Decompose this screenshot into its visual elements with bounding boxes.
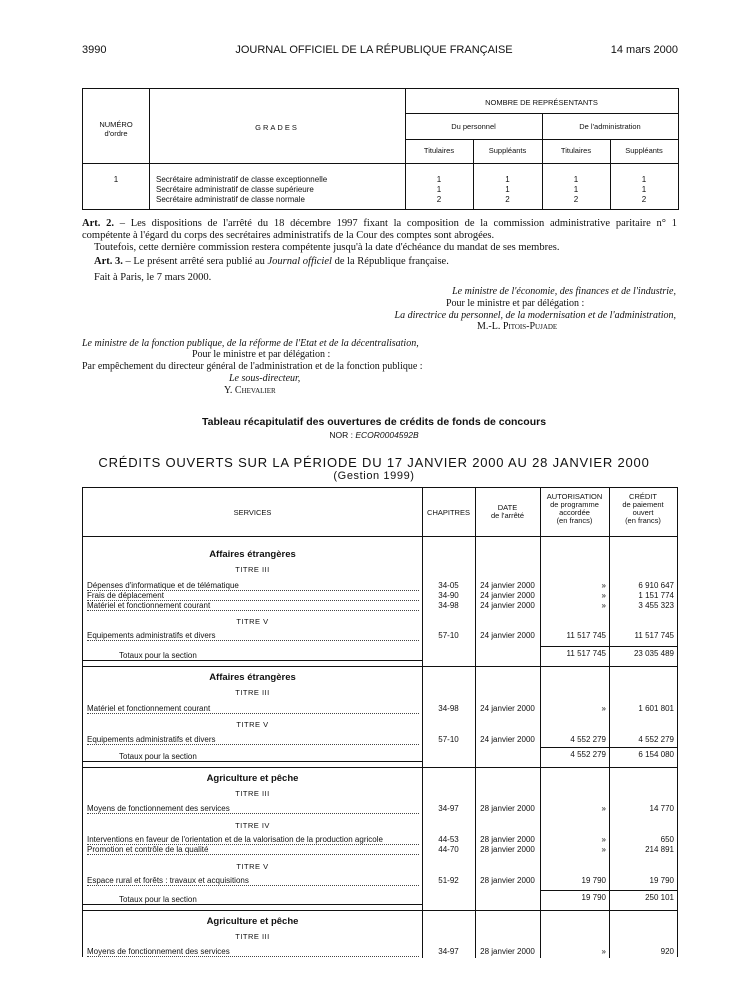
date-arrete: 24 janvier 2000 (480, 631, 535, 640)
count-a-tit: 2 (573, 195, 579, 204)
count-p-tit: 1 (436, 175, 442, 184)
credit: 1 151 774 (638, 591, 674, 600)
count-p-sup: 1 (505, 185, 510, 194)
total-label: Totaux pour la section (119, 651, 197, 660)
section-title: Agriculture et pêche (206, 773, 299, 784)
autorisation: 11 517 745 (566, 631, 606, 640)
titre-label: TITRE V (236, 617, 269, 626)
date-arrete: 28 janvier 2000 (480, 835, 535, 844)
sig2-empechement: Par empêchement du directeur général de l'administration et de la fonction publique : (82, 361, 423, 372)
titre-label: TITRE IV (235, 821, 270, 830)
count-a-tit: 1 (573, 175, 579, 184)
section-title: Agriculture et pêche (206, 916, 299, 927)
service-label: Equipements administratifs et divers (87, 631, 419, 641)
autorisation: » (601, 581, 606, 590)
count-a-sup: 1 (641, 175, 647, 184)
grade-label: Secrétaire administratif de classe supérieure (156, 185, 314, 194)
col-chapitres: CHAPITRES (427, 508, 470, 517)
total-autorisation: 11 517 745 (566, 649, 606, 658)
sub-title: (Gestion 1999) (333, 470, 415, 482)
total-autorisation: 19 790 (581, 893, 606, 902)
service-label: Frais de déplacement (87, 591, 419, 601)
section-title: Affaires étrangères (209, 549, 296, 560)
titre-label: TITRE V (236, 862, 269, 871)
chapitre: 51-92 (438, 876, 459, 885)
service-label: Matériel et fonctionnement courant (87, 601, 419, 611)
service-label: Moyens de fonctionnement des services (87, 804, 419, 814)
chapitre: 34-98 (438, 601, 459, 610)
section-title: Tableau récapitulatif des ouvertures de crédits de fonds de concours (201, 416, 547, 428)
representatives-table (82, 88, 679, 210)
date-arrete: 28 janvier 2000 (480, 804, 535, 813)
sig2-delegation: Pour le ministre et par délégation : (192, 349, 331, 360)
count-p-sup: 1 (505, 175, 510, 184)
credit: 1 601 801 (638, 704, 674, 713)
col-a-suppleants: Suppléants (625, 146, 663, 155)
credit: 4 552 279 (638, 735, 674, 744)
total-autorisation: 4 552 279 (570, 750, 606, 759)
sig2-sous-directeur: Le sous-directeur, (229, 373, 301, 384)
service-label: Dépenses d'informatique et de télématique (87, 581, 419, 591)
titre-label: TITRE III (235, 789, 270, 798)
sig1-name: M.-L. Pitois-Pujade (477, 321, 558, 332)
col-services: SERVICES (233, 508, 272, 517)
main-title: CRÉDITS OUVERTS SUR LA PÉRIODE DU 17 JANVIER 2000 AU 28 JANVIER 2000 (98, 455, 650, 470)
service-label: Matériel et fonctionnement courant (87, 704, 419, 714)
chapitre: 44-53 (438, 835, 459, 844)
nor-line: NOR : ECOR0004592B (329, 430, 419, 440)
total-credit: 250 101 (645, 893, 674, 902)
count-p-tit: 2 (436, 195, 442, 204)
col-p-titulaires: Titulaires (423, 146, 455, 155)
titre-label: TITRE III (235, 565, 270, 574)
credit: 19 790 (649, 876, 674, 885)
date-arrete: 28 janvier 2000 (480, 876, 535, 885)
autorisation: » (601, 591, 606, 600)
col-date: DATE de l'arrêté (490, 503, 525, 520)
col-personnel: Du personnel (451, 122, 496, 131)
autorisation: 4 552 279 (570, 735, 606, 744)
col-credit: CRÉDIT de paiement ouvert (en francs) (622, 492, 664, 525)
chapitre: 44-70 (438, 845, 459, 854)
chapitre: 34-05 (438, 581, 459, 590)
journal-title: JOURNAL OFFICIEL DE LA RÉPUBLIQUE FRANÇAISE (235, 44, 513, 56)
chapitre: 57-10 (438, 631, 459, 640)
date-arrete: 28 janvier 2000 (480, 845, 535, 854)
sig1-directrice: La directrice du personnel, de la modernisation et de l'administration, (394, 310, 676, 321)
chapitre: 34-97 (438, 947, 459, 956)
titre-label: TITRE III (235, 932, 270, 941)
credit: 14 770 (649, 804, 674, 813)
chapitre: 57-10 (438, 735, 459, 744)
col-a-titulaires: Titulaires (560, 146, 592, 155)
service-label: Promotion et contrôle de la qualité (87, 845, 419, 855)
section-title: Affaires étrangères (209, 672, 296, 683)
sig2-name: Y. Chevalier (224, 385, 276, 396)
credit: 11 517 745 (634, 631, 674, 640)
autorisation: » (601, 601, 606, 610)
numero-value: 1 (113, 175, 119, 184)
autorisation: » (601, 845, 606, 854)
sig2-minister: Le ministre de la fonction publique, de la réforme de l'Etat et de la décentralisation, (82, 338, 419, 349)
col-administration: De l'administration (579, 122, 641, 131)
autorisation: » (601, 947, 606, 956)
page-number: 3990 (82, 44, 107, 56)
service-label: Espace rural et forêts : travaux et acquisitions (87, 876, 419, 886)
service-label: Interventions en faveur de l'orientation et de la valorisation de la production agricole (87, 835, 419, 845)
autorisation: » (601, 704, 606, 713)
autorisation: » (601, 804, 606, 813)
count-a-sup: 2 (641, 195, 647, 204)
credit: 3 455 323 (638, 601, 674, 610)
chapitre: 34-97 (438, 804, 459, 813)
total-credit: 6 154 080 (638, 750, 674, 759)
titre-label: TITRE III (235, 688, 270, 697)
chapitre: 34-90 (438, 591, 459, 600)
article-3: Art. 3. – Le présent arrêté sera publié au Journal officiel de la République française. (94, 256, 449, 267)
autorisation: » (601, 835, 606, 844)
service-label: Equipements administratifs et divers (87, 735, 419, 745)
date-arrete: 28 janvier 2000 (480, 947, 535, 956)
service-label: Moyens de fonctionnement des services (87, 947, 419, 957)
col-nombre: NOMBRE DE REPRÉSENTANTS (485, 98, 598, 107)
date-arrete: 24 janvier 2000 (480, 735, 535, 744)
date-arrete: 24 janvier 2000 (480, 704, 535, 713)
count-p-sup: 2 (505, 195, 510, 204)
count-a-sup: 1 (641, 185, 647, 194)
count-p-tit: 1 (436, 185, 442, 194)
credit: 6 910 647 (638, 581, 674, 590)
publication-date: 14 mars 2000 (610, 44, 678, 56)
date-arrete: 24 janvier 2000 (480, 601, 535, 610)
grade-label: Secrétaire administratif de classe exceptionnelle (156, 175, 328, 184)
col-grades: GRADES (255, 123, 299, 132)
col-numero: NUMÉRO (99, 120, 133, 129)
date-arrete: 24 janvier 2000 (480, 591, 535, 600)
grade-label: Secrétaire administratif de classe normale (156, 195, 305, 204)
article-2: Art. 2. – Les dispositions de l'arrêté du 18 décembre 1997 fixant la composition de la commission administrative paritaire n° 1 compétente à l'égard du corps des secrétaires administratifs de la Cour des comptes sont abrogées. Toutefois, cette dernière commission restera compétente jusqu'à la date d'échéance du mandat de ses membres. (82, 218, 677, 253)
credit: 214 891 (645, 845, 674, 854)
credits-table (82, 487, 678, 957)
col-p-suppleants: Suppléants (488, 146, 527, 155)
total-credit: 23 035 489 (633, 649, 674, 658)
autorisation: 19 790 (581, 876, 606, 885)
total-label: Totaux pour la section (119, 895, 197, 904)
credit: 650 (660, 835, 674, 844)
chapitre: 34-98 (438, 704, 459, 713)
credit: 920 (660, 947, 674, 956)
total-label: Totaux pour la section (119, 752, 197, 761)
count-a-tit: 1 (573, 185, 579, 194)
fait-a-paris: Fait à Paris, le 7 mars 2000. (94, 272, 212, 283)
col-numero-sub: d'ordre (104, 129, 128, 138)
sig1-minister: Le ministre de l'économie, des finances et de l'industrie, (452, 286, 676, 297)
date-arrete: 24 janvier 2000 (480, 581, 535, 590)
titre-label: TITRE V (236, 720, 269, 729)
sig1-delegation: Pour le ministre et par délégation : (446, 298, 585, 309)
col-autorisation: AUTORISATION de programme accordée (en francs) (546, 492, 603, 525)
